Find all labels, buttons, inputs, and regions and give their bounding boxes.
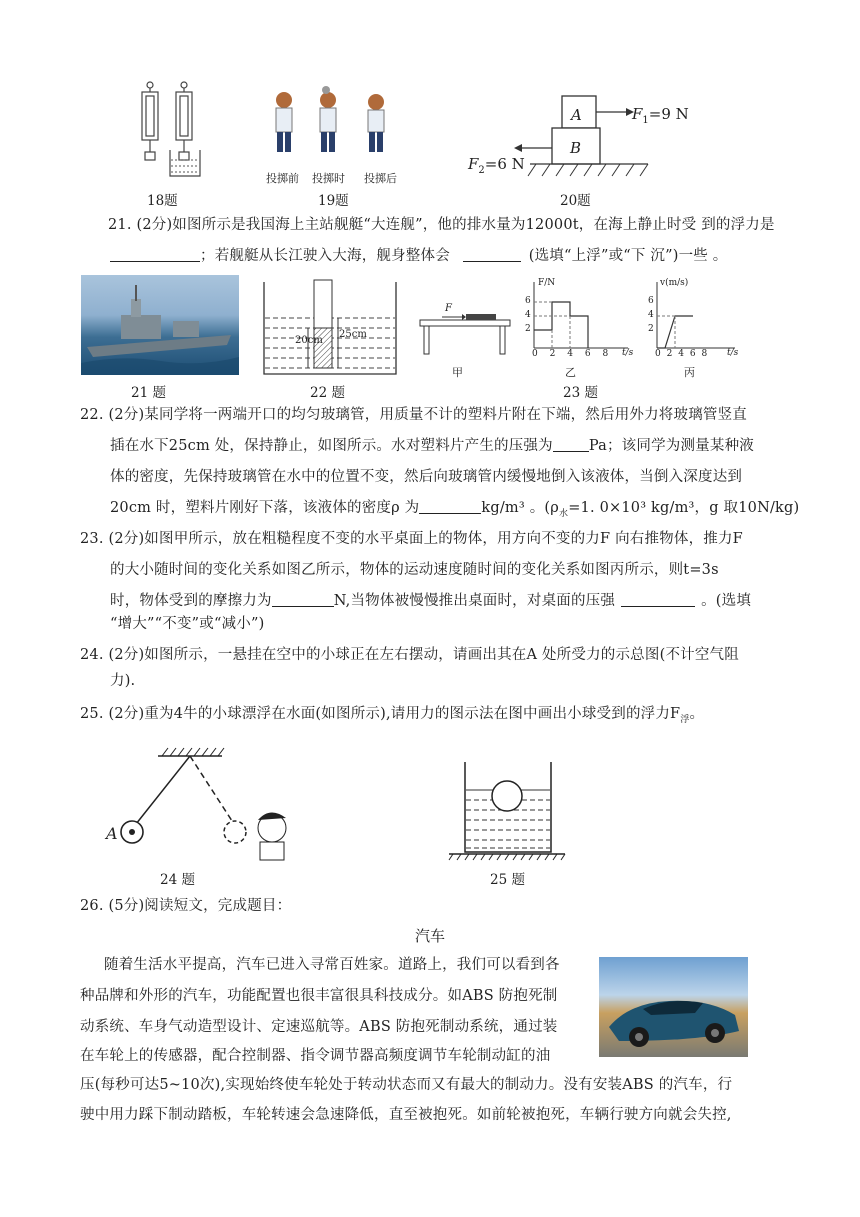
caption-21: 21 题 xyxy=(131,385,166,401)
figure-25-floating-ball xyxy=(447,760,567,860)
block-a-label: A xyxy=(571,106,582,124)
q26-para-line6: 驶中用力踩下制动踏板，车轮转速会急速降低，直至被抱死。如前轮被抱死，车辆行驶方向就会失控, xyxy=(80,1107,732,1123)
figure-22-glass-tube xyxy=(262,280,398,378)
q23-line2: 的大小随时间的变化关系如图乙所示，物体的运动速度随时间的变化关系如图丙所示，则t=3s xyxy=(110,562,719,578)
caption-19: 19题 xyxy=(318,193,349,209)
car-photo xyxy=(599,957,748,1057)
fig22-depth-20: 20cm xyxy=(295,335,323,346)
fig23-bing-ytick-6: 6 xyxy=(648,296,654,306)
warship-photo xyxy=(81,275,239,375)
q22-line2: 插在水下25cm 处，保持静止，如图所示。水对塑料片产生的压强为 Pa；该同学为测量某种液 xyxy=(110,438,754,454)
q23-line4: “增大”“不变”或“减小”) xyxy=(110,616,265,632)
fig23-bing-ytick-2: 2 xyxy=(648,324,654,334)
q21-line2: ；若舰艇从长江驶入大海，舰身整体会 (选填“上浮”或“下 沉”)一些 。 xyxy=(110,246,728,266)
q22-blank-pressure[interactable] xyxy=(553,437,589,452)
article-title: 汽车 xyxy=(414,927,445,945)
fig23-yi-ytick-6: 6 xyxy=(525,296,531,306)
q23-line1: 23. (2分)如图甲所示，放在粗糙程度不变的水平桌面上的物体，用方向不变的力F 向右推物体，推力F xyxy=(80,531,743,547)
q24-line2: 力). xyxy=(110,673,136,689)
q22-blank-density[interactable] xyxy=(419,499,481,514)
fig23-force-label: F xyxy=(445,303,452,314)
caption-24: 24 题 xyxy=(160,872,195,888)
fig23-yi-label: 乙 xyxy=(565,366,576,379)
fig23-yi-ytick-4: 4 xyxy=(525,310,531,320)
fig23-yi-t-axis: t/s xyxy=(622,348,634,358)
fig23-yi-ytick-2: 2 xyxy=(525,324,531,334)
fig23-jia-label: 甲 xyxy=(452,366,463,379)
q24-line1: 24. (2分)如图所示，一悬挂在空中的小球正在左右摆动，请画出其在A 处所受力的示总图(不计空气阻 xyxy=(80,647,739,663)
q22-line1: 22. (2分)某同学将一两端开口的均匀玻璃管，用质量不计的塑料片附在下端，然后用外力将玻璃管竖直 xyxy=(80,407,748,423)
q23-line3: 时，物体受到的摩擦力为 N,当物体被慢慢推出桌面时，对桌面的压强 。(选填 xyxy=(110,593,752,609)
q22-line4: 20cm 时，塑料片刚好下落，该液体的密度ρ 为 kg/m³ 。($\rho_水=1$. 0×10³ kg/m³，g 取10N/kg) xyxy=(110,500,800,519)
force-f2-label: $F_2=6$ N xyxy=(468,155,525,176)
force-f1-label: $F_1=9$ N xyxy=(632,105,689,126)
q21-blank-1[interactable] xyxy=(110,247,200,262)
q25-line1: 25. (2分)重为4牛的小球漂浮在水面(如图所示),请用力的图示法在图中画出小球受到的浮力$F_浮$。 xyxy=(80,706,705,725)
figure-19-boy-throwing xyxy=(268,88,398,178)
figure-18-spring-scales xyxy=(132,80,212,192)
q26-para-line3: 动系统、车身气动造型设计、定速巡航等。ABS 防抱死制动系统，通过装 xyxy=(80,1019,558,1035)
fig19-label-during: 投掷时 xyxy=(312,172,345,185)
caption-18: 18题 xyxy=(147,193,178,209)
q23-blank-pressure[interactable] xyxy=(621,592,695,607)
q22-line3: 体的密度，先保持玻璃管在水中的位置不变，然后向玻璃管内缓慢地倒入该液体，当倒入深度达到 xyxy=(110,469,743,485)
q21-line1: 21. (2分)如图所示是我国海上主站舰艇“大连舰”，他的排水量为12000t，在海上静止时受 到的浮力是 xyxy=(108,217,775,233)
q26-para-line2: 种品牌和外形的汽车，功能配置也很丰富很具科技成分。如ABS 防抱死制 xyxy=(80,988,558,1004)
caption-22: 22 题 xyxy=(310,385,345,401)
q26-para-line5: 压(每秒可达5~10次),实现始终使车轮处于转动状态而又有最大的制动力。没有安装ABS 的汽车，行 xyxy=(80,1077,733,1093)
figure-23-jia-table xyxy=(418,310,512,360)
block-b-label: B xyxy=(570,139,582,157)
caption-25: 25 题 xyxy=(490,872,525,888)
figure-24-pendulum xyxy=(110,748,300,863)
fig23-bing-t-axis: t/s xyxy=(727,348,739,358)
q23-blank-friction[interactable] xyxy=(272,592,334,607)
q26-para-line4: 在车轮上的传感器，配合控制器、指令调节器高频度调节车轮制动缸的油 xyxy=(80,1048,551,1064)
fig23-yi-xticks: 0 2 4 6 8 xyxy=(532,349,609,359)
caption-23: 23 题 xyxy=(563,385,598,401)
fig19-label-before: 投掷前 xyxy=(266,172,299,185)
fig23-bing-axis-label: v(m/s) xyxy=(660,278,689,288)
q26-line1: 26. (5分)阅读短文，完成题目： xyxy=(80,898,292,914)
q21-blank-2[interactable] xyxy=(463,247,521,262)
fig23-bing-xticks: 0 2 4 6 8 xyxy=(655,349,708,359)
point-a-label: A xyxy=(106,824,118,843)
fig19-label-after: 投掷后 xyxy=(364,172,397,185)
q26-para-line1: 随着生活水平提高，汽车已进入寻常百姓家。道路上，我们可以看到各 xyxy=(104,957,560,973)
fig23-bing-ytick-4: 4 xyxy=(648,310,654,320)
fig23-bing-label: 丙 xyxy=(684,366,695,379)
caption-20: 20题 xyxy=(560,193,591,209)
fig23-yi-axis-label: F/N xyxy=(538,278,556,288)
fig22-depth-25: 25cm xyxy=(339,329,367,340)
